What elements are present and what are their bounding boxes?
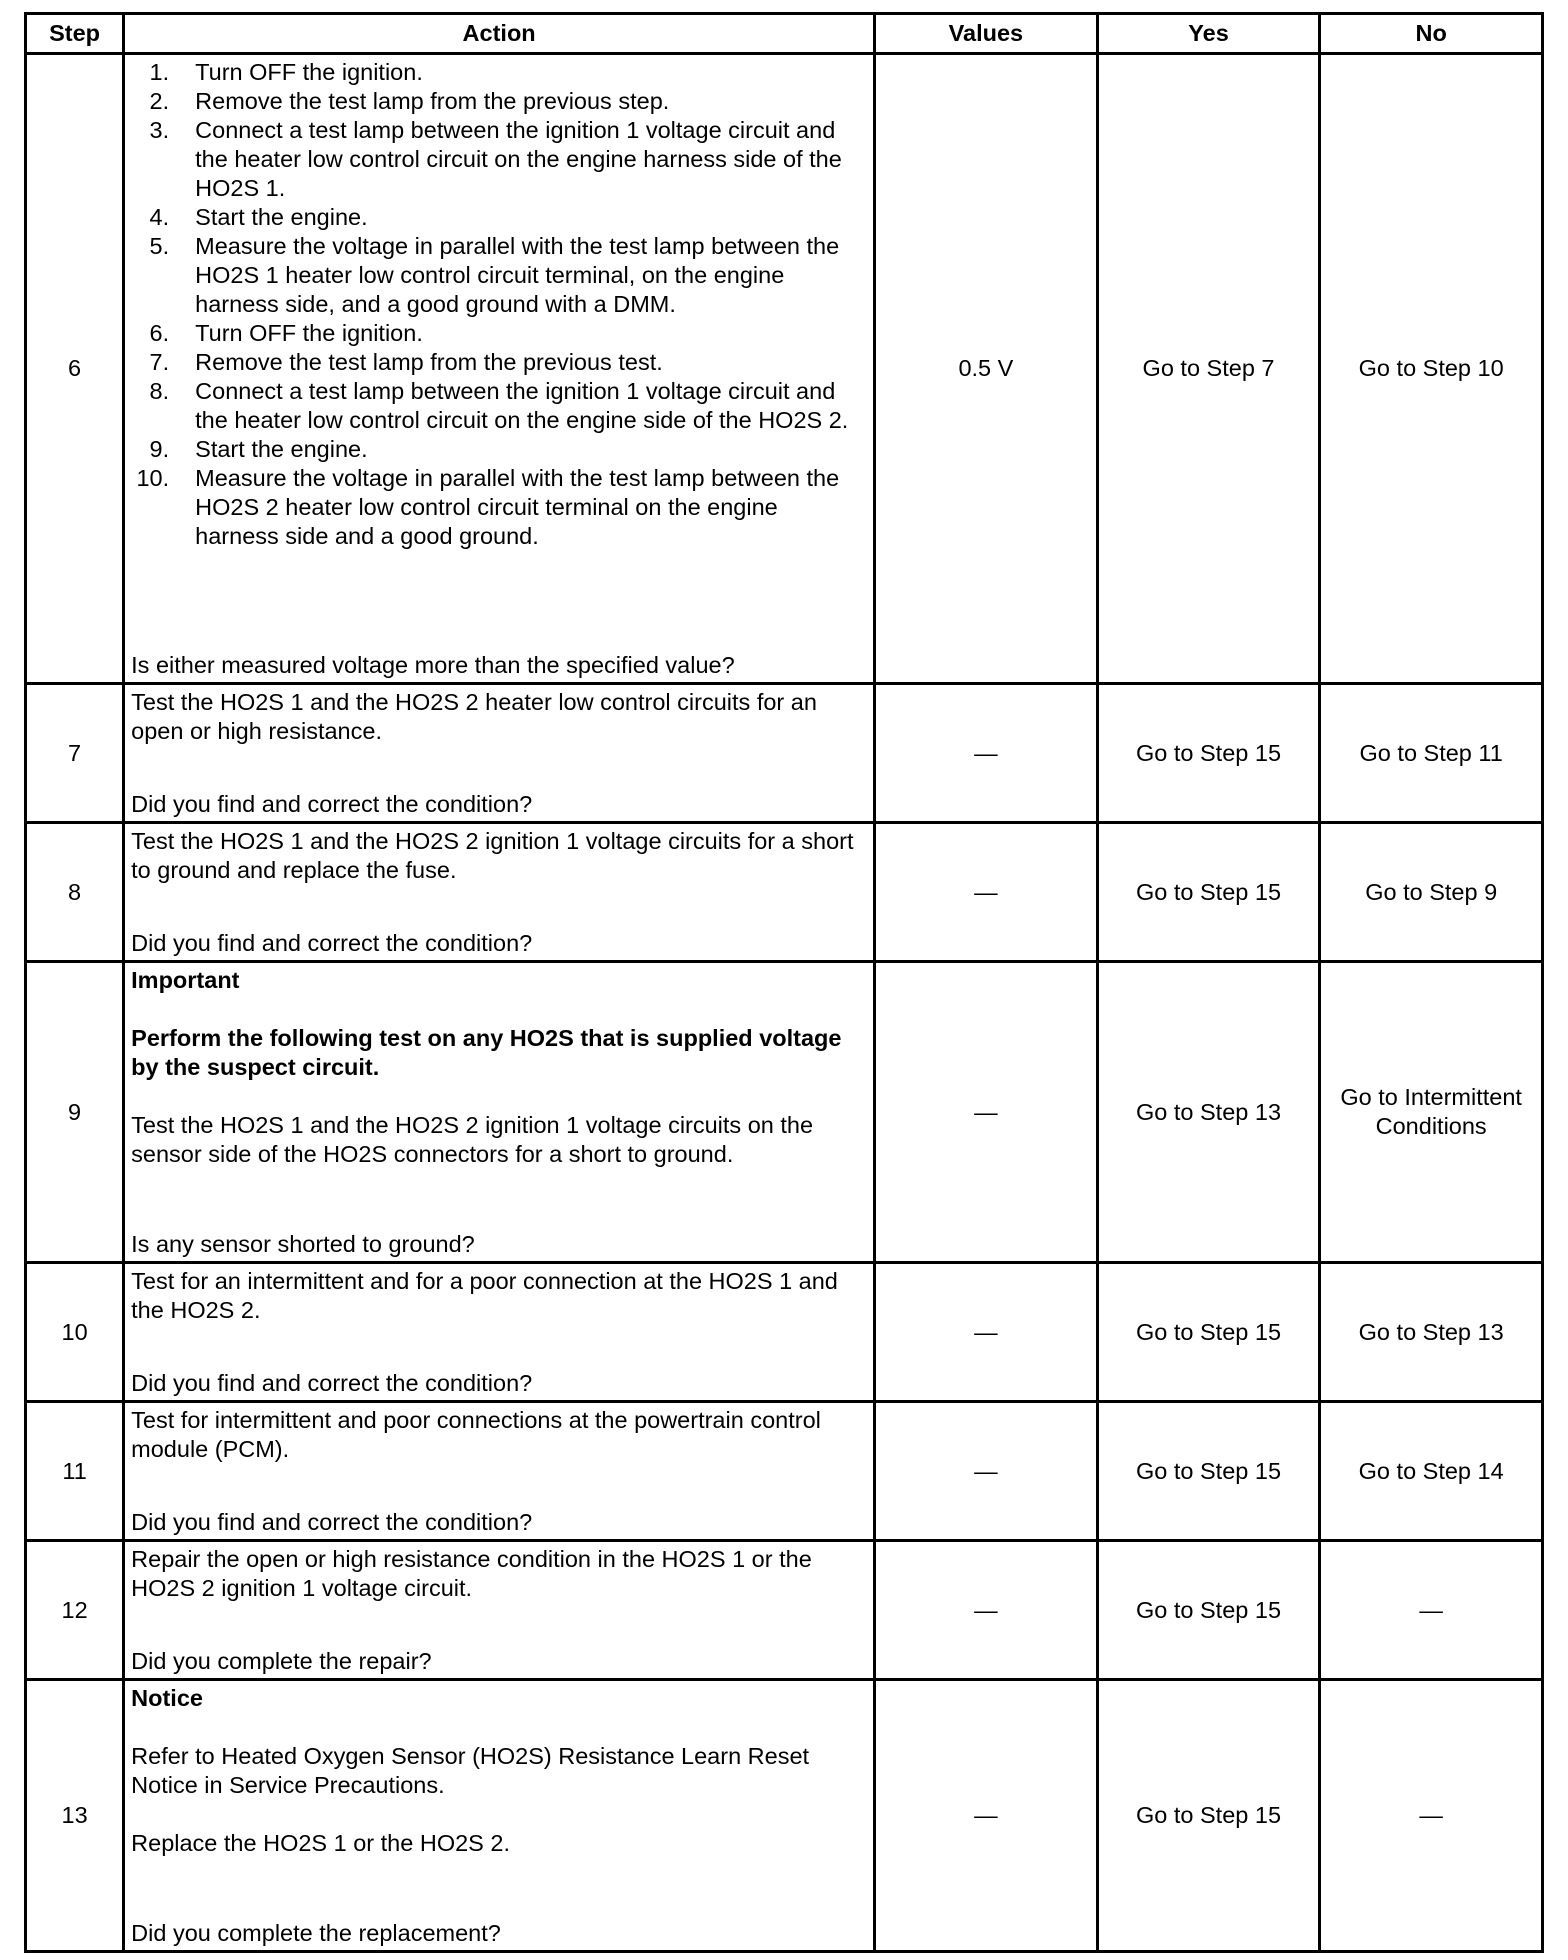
table-row	[26, 54, 1543, 684]
step-number: 9	[26, 962, 124, 1263]
notice-heading: Notice	[131, 1684, 203, 1711]
yes-cell: Go to Step 15	[1097, 1263, 1320, 1402]
action-text: Replace the HO2S 1 or the HO2S 2.	[131, 1829, 510, 1856]
action-text: Test the HO2S 1 and the HO2S 2 ignition 1 voltage circuits for a short to ground and replace the fuse.	[131, 827, 854, 883]
no-cell: Go to Step 14	[1320, 1402, 1543, 1541]
step-number: 7	[26, 684, 124, 823]
action-text: Test for an intermittent and for a poor connection at the HO2S 1 and the HO2S 2.	[131, 1267, 838, 1323]
action-text: Test for intermittent and poor connections at the powertrain control module (PCM).	[131, 1406, 821, 1462]
yes-cell: Go to Step 7	[1097, 54, 1320, 684]
table-row	[26, 962, 1543, 1263]
question-text: Did you find and correct the condition?	[131, 790, 533, 817]
question-text: Did you find and correct the condition?	[131, 929, 533, 956]
table-row	[26, 1402, 1543, 1541]
step-number: 11	[26, 1402, 124, 1541]
table-row	[26, 1541, 1543, 1680]
important-text: Perform the following test on any HO2S that is supplied voltage by the suspect circuit.	[131, 1024, 842, 1080]
notice-text: Refer to Heated Oxygen Sensor (HO2S) Resistance Learn Reset Notice in Service Precautions.	[131, 1742, 810, 1798]
action-cell	[124, 1263, 875, 1402]
question-text: Did you find and correct the condition?	[131, 1508, 533, 1535]
header-no: No	[1320, 14, 1543, 54]
no-cell: Go to Intermittent Conditions	[1320, 962, 1543, 1263]
step-number: 13	[26, 1680, 124, 1952]
list-item: 9. Start the engine.	[149, 435, 368, 462]
step-number: 10	[26, 1263, 124, 1402]
header-yes: Yes	[1097, 14, 1320, 54]
header-action: Action	[124, 14, 875, 54]
action-cell	[124, 684, 875, 823]
question-text: Did you complete the repair?	[131, 1647, 432, 1674]
yes-cell: Go to Step 13	[1097, 962, 1320, 1263]
no-cell: —	[1320, 1680, 1543, 1952]
question-text: Is any sensor shorted to ground?	[131, 1230, 475, 1257]
yes-cell: Go to Step 15	[1097, 1402, 1320, 1541]
header-step: Step	[26, 14, 124, 54]
question-text: Is either measured voltage more than the specified value?	[131, 651, 735, 678]
action-text: Test the HO2S 1 and the HO2S 2 ignition 1 voltage circuits on the sensor side of the HO2S connectors for a short to ground.	[131, 1111, 814, 1167]
action-text: Test the HO2S 1 and the HO2S 2 heater low control circuits for an open or high resistance.	[131, 688, 817, 744]
value-cell: —	[875, 1680, 1098, 1952]
value-cell: —	[875, 1263, 1098, 1402]
list-item: 2. Remove the test lamp from the previous step.	[149, 87, 670, 114]
action-cell	[124, 1680, 875, 1952]
diagnostic-table	[24, 12, 1544, 1953]
action-cell	[124, 823, 875, 962]
list-item: 6. Turn OFF the ignition.	[149, 319, 423, 346]
important-heading: Important	[131, 966, 240, 993]
step-number: 12	[26, 1541, 124, 1680]
value-cell: 0.5 V	[875, 54, 1098, 684]
value-cell: —	[875, 1402, 1098, 1541]
list-item: 7. Remove the test lamp from the previous test.	[149, 348, 663, 375]
value-cell: —	[875, 1541, 1098, 1680]
action-text: Repair the open or high resistance condition in the HO2S 1 or the HO2S 2 ignition 1 voltage circuit.	[131, 1545, 812, 1601]
yes-cell: Go to Step 15	[1097, 684, 1320, 823]
list-item: 8. Connect a test lamp between the ignition 1 voltage circuit and the heater low control circuit on the engine side of the HO2S 2.	[149, 377, 849, 433]
list-item: 10. Measure the voltage in parallel with the test lamp between the HO2S 2 heater low control circuit terminal on the engine harness side and a good ground.	[136, 464, 840, 549]
value-cell: —	[875, 684, 1098, 823]
question-text: Did you complete the replacement?	[131, 1919, 501, 1946]
list-item: 1. Turn OFF the ignition.	[149, 58, 423, 85]
table-row	[26, 823, 1543, 962]
list-item: 4. Start the engine.	[149, 203, 368, 230]
action-cell	[124, 1402, 875, 1541]
header-row	[26, 14, 1543, 54]
no-cell: Go to Step 9	[1320, 823, 1543, 962]
procedure-list	[131, 58, 867, 551]
table-row	[26, 1680, 1543, 1952]
step-number: 8	[26, 823, 124, 962]
action-cell	[124, 1541, 875, 1680]
value-cell: —	[875, 823, 1098, 962]
no-cell: Go to Step 13	[1320, 1263, 1543, 1402]
yes-cell: Go to Step 15	[1097, 1680, 1320, 1952]
yes-cell: Go to Step 15	[1097, 823, 1320, 962]
action-cell	[124, 962, 875, 1263]
action-cell	[124, 54, 875, 684]
no-cell: Go to Step 10	[1320, 54, 1543, 684]
no-cell: —	[1320, 1541, 1543, 1680]
step-number: 6	[26, 54, 124, 684]
question-text: Did you find and correct the condition?	[131, 1369, 533, 1396]
list-item: 5. Measure the voltage in parallel with the test lamp between the HO2S 1 heater low control circuit terminal, on the engine harness side, and a good ground with a DMM.	[149, 232, 840, 317]
header-values: Values	[875, 14, 1098, 54]
no-cell: Go to Step 11	[1320, 684, 1543, 823]
table-row	[26, 1263, 1543, 1402]
table-row	[26, 684, 1543, 823]
value-cell: —	[875, 962, 1098, 1263]
yes-cell: Go to Step 15	[1097, 1541, 1320, 1680]
list-item: 3. Connect a test lamp between the ignition 1 voltage circuit and the heater low control circuit on the engine harness side of the HO2S 1.	[149, 116, 842, 201]
